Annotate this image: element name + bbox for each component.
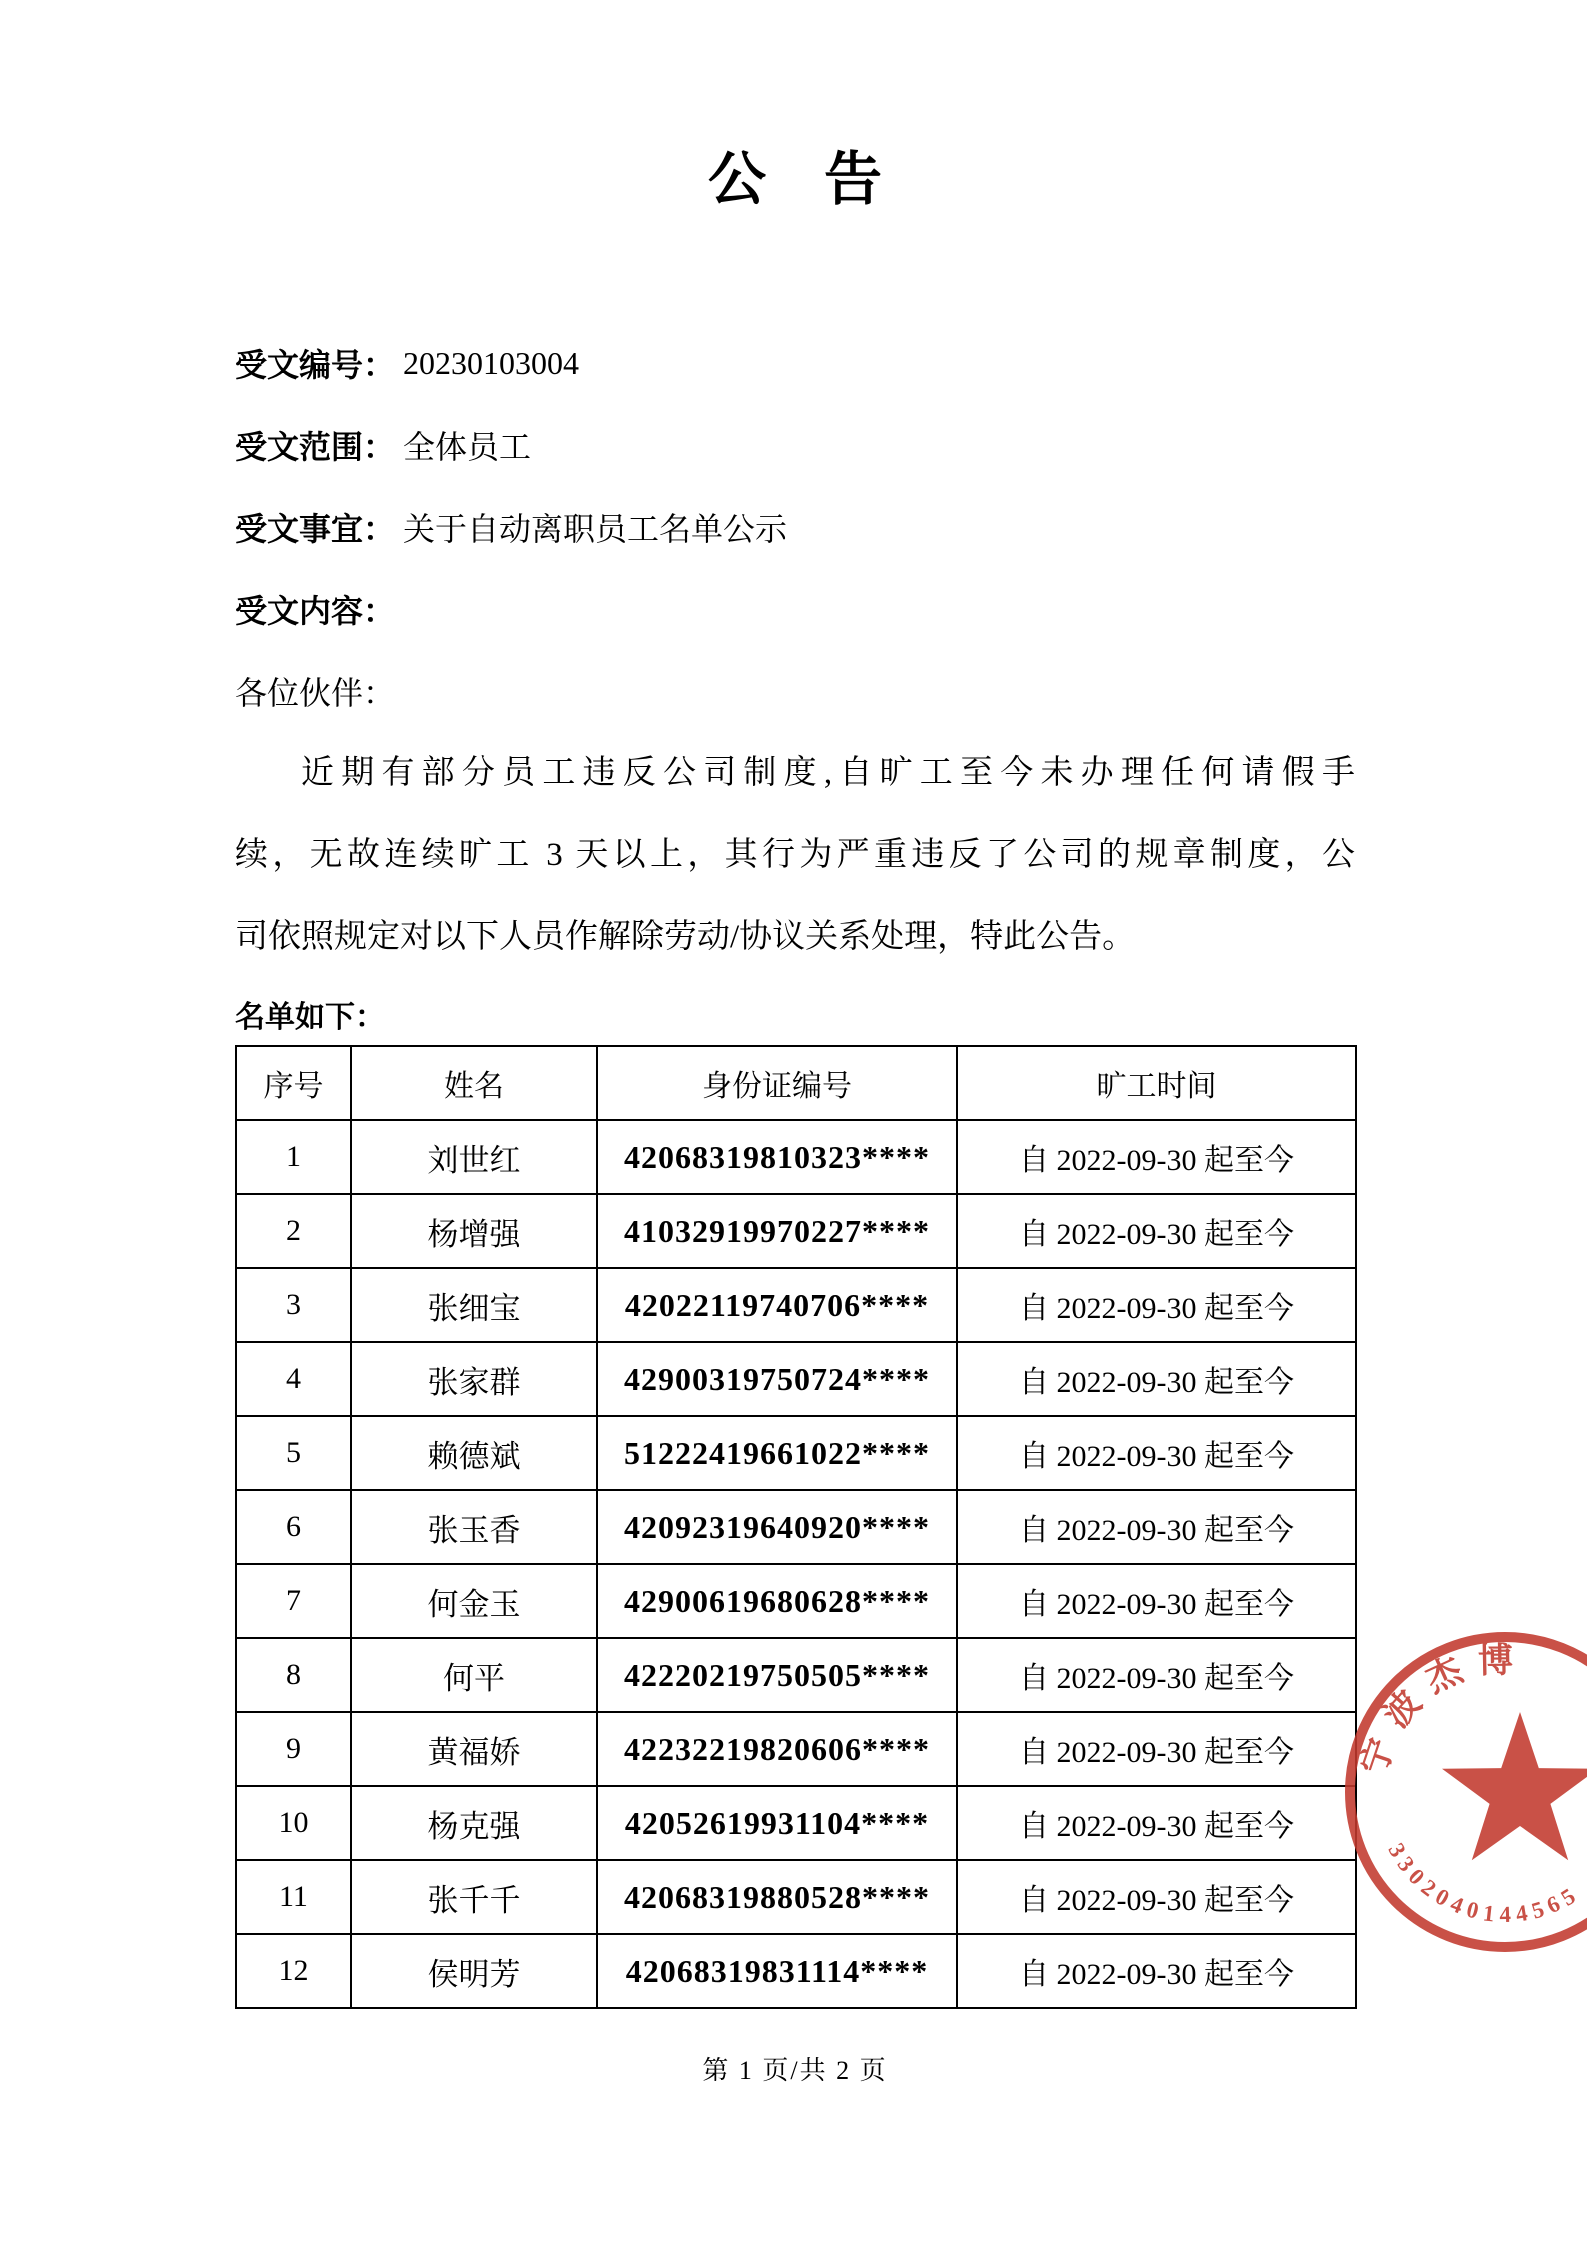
absence-period-cell: 自 2022-09-30 起至今 [957, 1342, 1356, 1416]
seq-cell: 7 [236, 1564, 351, 1638]
absence-period-cell: 自 2022-09-30 起至今 [957, 1564, 1356, 1638]
svg-text:宁波杰博 [1354, 1641, 1527, 1780]
table-row [236, 1194, 1356, 1268]
body-line-3: 司依照规定对以下人员作解除劳动/协议关系处理，特此公告。 [235, 919, 1136, 955]
salutation: 各位伙伴： [235, 675, 396, 711]
header-seq: 序号 [236, 1046, 351, 1120]
header-absence-period: 旷工时间 [957, 1046, 1356, 1120]
seq-cell: 11 [236, 1860, 351, 1934]
field-scope-value: 全体员工 [403, 429, 532, 465]
seal-star-icon [1442, 1712, 1587, 1860]
name-cell: 张玉香 [351, 1490, 597, 1564]
seq-cell: 3 [236, 1268, 351, 1342]
table-row [236, 1860, 1356, 1934]
name-cell: 刘世红 [351, 1120, 597, 1194]
table-body [236, 1120, 1356, 2008]
seq-cell: 10 [236, 1786, 351, 1860]
id-number-cell: 42092319640920**** [597, 1490, 957, 1564]
seq-cell: 5 [236, 1416, 351, 1490]
seq-cell: 8 [236, 1638, 351, 1712]
table-row [236, 1416, 1356, 1490]
field-subject-label: 受文事宜： [235, 511, 396, 547]
table-row [236, 1120, 1356, 1194]
absence-period-cell: 自 2022-09-30 起至今 [957, 1786, 1356, 1860]
absentee-table [235, 1045, 1357, 2009]
seq-cell: 1 [236, 1120, 351, 1194]
table-row [236, 1564, 1356, 1638]
id-number-cell: 51222419661022**** [597, 1416, 957, 1490]
name-cell: 侯明芳 [351, 1934, 597, 2008]
page-number: 第 1 页/共 2 页 [702, 2056, 888, 2085]
seal-company-text: 宁波杰博 [1354, 1640, 1528, 1780]
field-doc-number-value: 20230103004 [403, 344, 580, 381]
absence-period-cell: 自 2022-09-30 起至今 [957, 1120, 1356, 1194]
name-cell: 张细宝 [351, 1268, 597, 1342]
id-number-cell: 42220219750505**** [597, 1638, 957, 1712]
name-cell: 张千千 [351, 1860, 597, 1934]
name-cell: 张家群 [351, 1342, 597, 1416]
id-number-cell: 41032919970227**** [597, 1194, 957, 1268]
seq-cell: 6 [236, 1490, 351, 1564]
absence-period-cell: 自 2022-09-30 起至今 [957, 1490, 1356, 1564]
table-row [236, 1934, 1356, 2008]
id-number-cell: 42068319810323**** [597, 1120, 957, 1194]
seal-serial-number: 3302040144565 [1383, 1838, 1585, 1928]
id-number-cell: 42232219820606**** [597, 1712, 957, 1786]
absence-period-cell: 自 2022-09-30 起至今 [957, 1638, 1356, 1712]
body-line-2: 续，无故连续旷工 3 天以上，其行为严重违反了公司的规章制度，公 [235, 837, 1355, 873]
id-number-cell: 42052619931104**** [597, 1786, 957, 1860]
table-row [236, 1268, 1356, 1342]
body-line-1: 近期有部分员工违反公司制度,自旷工至今未办理任何请假手 [301, 755, 1355, 791]
id-number-cell: 42900619680628**** [597, 1564, 957, 1638]
field-subject [235, 486, 1355, 568]
absence-period-cell: 自 2022-09-30 起至今 [957, 1268, 1356, 1342]
header-name: 姓名 [351, 1046, 597, 1120]
table-row [236, 1638, 1356, 1712]
table-row [236, 1712, 1356, 1786]
field-content [235, 568, 1355, 650]
id-number-cell: 42900319750724**** [597, 1342, 957, 1416]
absence-period-cell: 自 2022-09-30 起至今 [957, 1934, 1356, 2008]
field-content-label: 受文内容： [235, 593, 396, 629]
name-cell: 黄福娇 [351, 1712, 597, 1786]
id-number-cell: 42068319831114**** [597, 1934, 957, 2008]
absence-period-cell: 自 2022-09-30 起至今 [957, 1194, 1356, 1268]
name-cell: 杨增强 [351, 1194, 597, 1268]
absence-period-cell: 自 2022-09-30 起至今 [957, 1860, 1356, 1934]
table-row [236, 1342, 1356, 1416]
seq-cell: 4 [236, 1342, 351, 1416]
company-seal-stamp [1335, 1622, 1587, 1962]
absence-period-cell: 自 2022-09-30 起至今 [957, 1712, 1356, 1786]
field-scope [235, 404, 1355, 486]
list-intro: 名单如下： [235, 1001, 385, 1034]
meta-block [235, 322, 1355, 978]
field-scope-label: 受文范围： [235, 429, 396, 465]
table-row [236, 1490, 1356, 1564]
header-id-number: 身份证编号 [597, 1046, 957, 1120]
name-cell: 赖德斌 [351, 1416, 597, 1490]
seq-cell: 12 [236, 1934, 351, 2008]
absence-period-cell: 自 2022-09-30 起至今 [957, 1416, 1356, 1490]
seq-cell: 2 [236, 1194, 351, 1268]
field-doc-number-label: 受文编号： [235, 347, 396, 383]
seq-cell: 9 [236, 1712, 351, 1786]
name-cell: 何金玉 [351, 1564, 597, 1638]
field-doc-number [235, 322, 1355, 404]
id-number-cell: 42022119740706**** [597, 1268, 957, 1342]
field-subject-value: 关于自动离职员工名单公示 [403, 511, 788, 547]
page-title: 公 告 [707, 147, 882, 212]
id-number-cell: 42068319880528**** [597, 1860, 957, 1934]
name-cell: 何平 [351, 1638, 597, 1712]
table-header-row [236, 1046, 1356, 1120]
name-cell: 杨克强 [351, 1786, 597, 1860]
table-row [236, 1786, 1356, 1860]
